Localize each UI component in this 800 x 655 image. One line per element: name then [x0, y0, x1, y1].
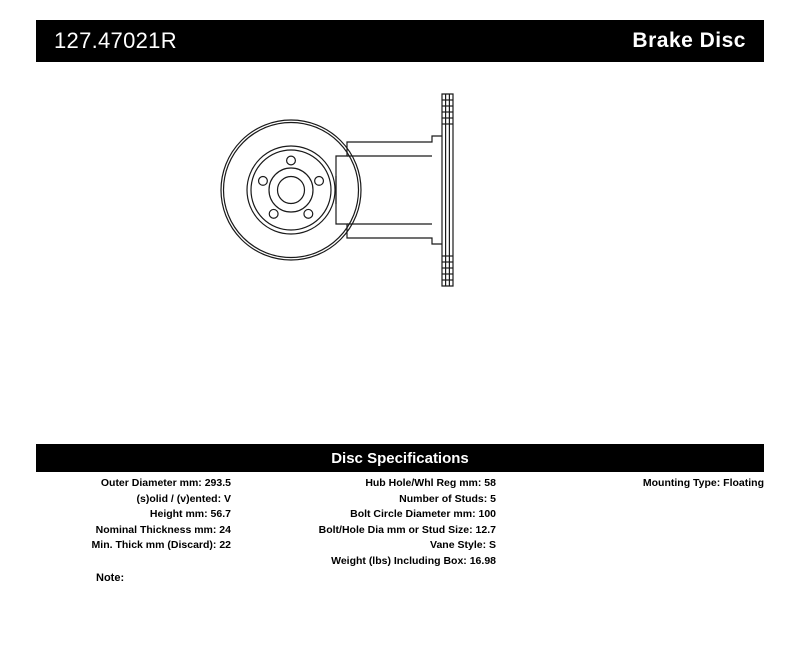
spec-section-header [36, 444, 764, 472]
rotor-edge-view [336, 94, 453, 286]
part-number: 127.47021R [54, 28, 177, 53]
spec-item: Mounting Type: Floating [642, 477, 764, 489]
page-title: Brake Disc [632, 29, 746, 52]
spec-item: (s)olid / (v)ented: V [136, 492, 231, 505]
spec-item: Outer Diameter mm: 293.5 [100, 477, 231, 489]
spec-item: Hub Hole/Whl Reg mm: 58 [365, 477, 496, 489]
note-label: Note: [96, 572, 125, 584]
spec-column-right [506, 476, 764, 492]
technical-drawing [36, 72, 764, 422]
spec-item: Weight (lbs) Including Box: 16.98 [331, 554, 496, 567]
spec-item: Nominal Thickness mm: 24 [95, 523, 231, 536]
rotor-drawing-svg [36, 72, 764, 422]
spec-item: Vane Style: S [430, 539, 496, 551]
spec-body [36, 474, 764, 594]
spec-item: Min. Thick mm (Discard): 22 [91, 539, 231, 551]
spec-item: Bolt Circle Diameter mm: 100 [350, 508, 496, 520]
spec-section-title: Disc Specifications [331, 449, 469, 467]
rotor-face-view [221, 120, 361, 260]
spec-column-middle [246, 476, 496, 569]
spec-item: Height mm: 56.7 [149, 508, 231, 520]
header-bar [36, 20, 764, 62]
spec-column-left [36, 476, 231, 554]
spec-item: Bolt/Hole Dia mm or Stud Size: 12.7 [318, 523, 496, 536]
spec-item: Number of Studs: 5 [399, 492, 496, 505]
